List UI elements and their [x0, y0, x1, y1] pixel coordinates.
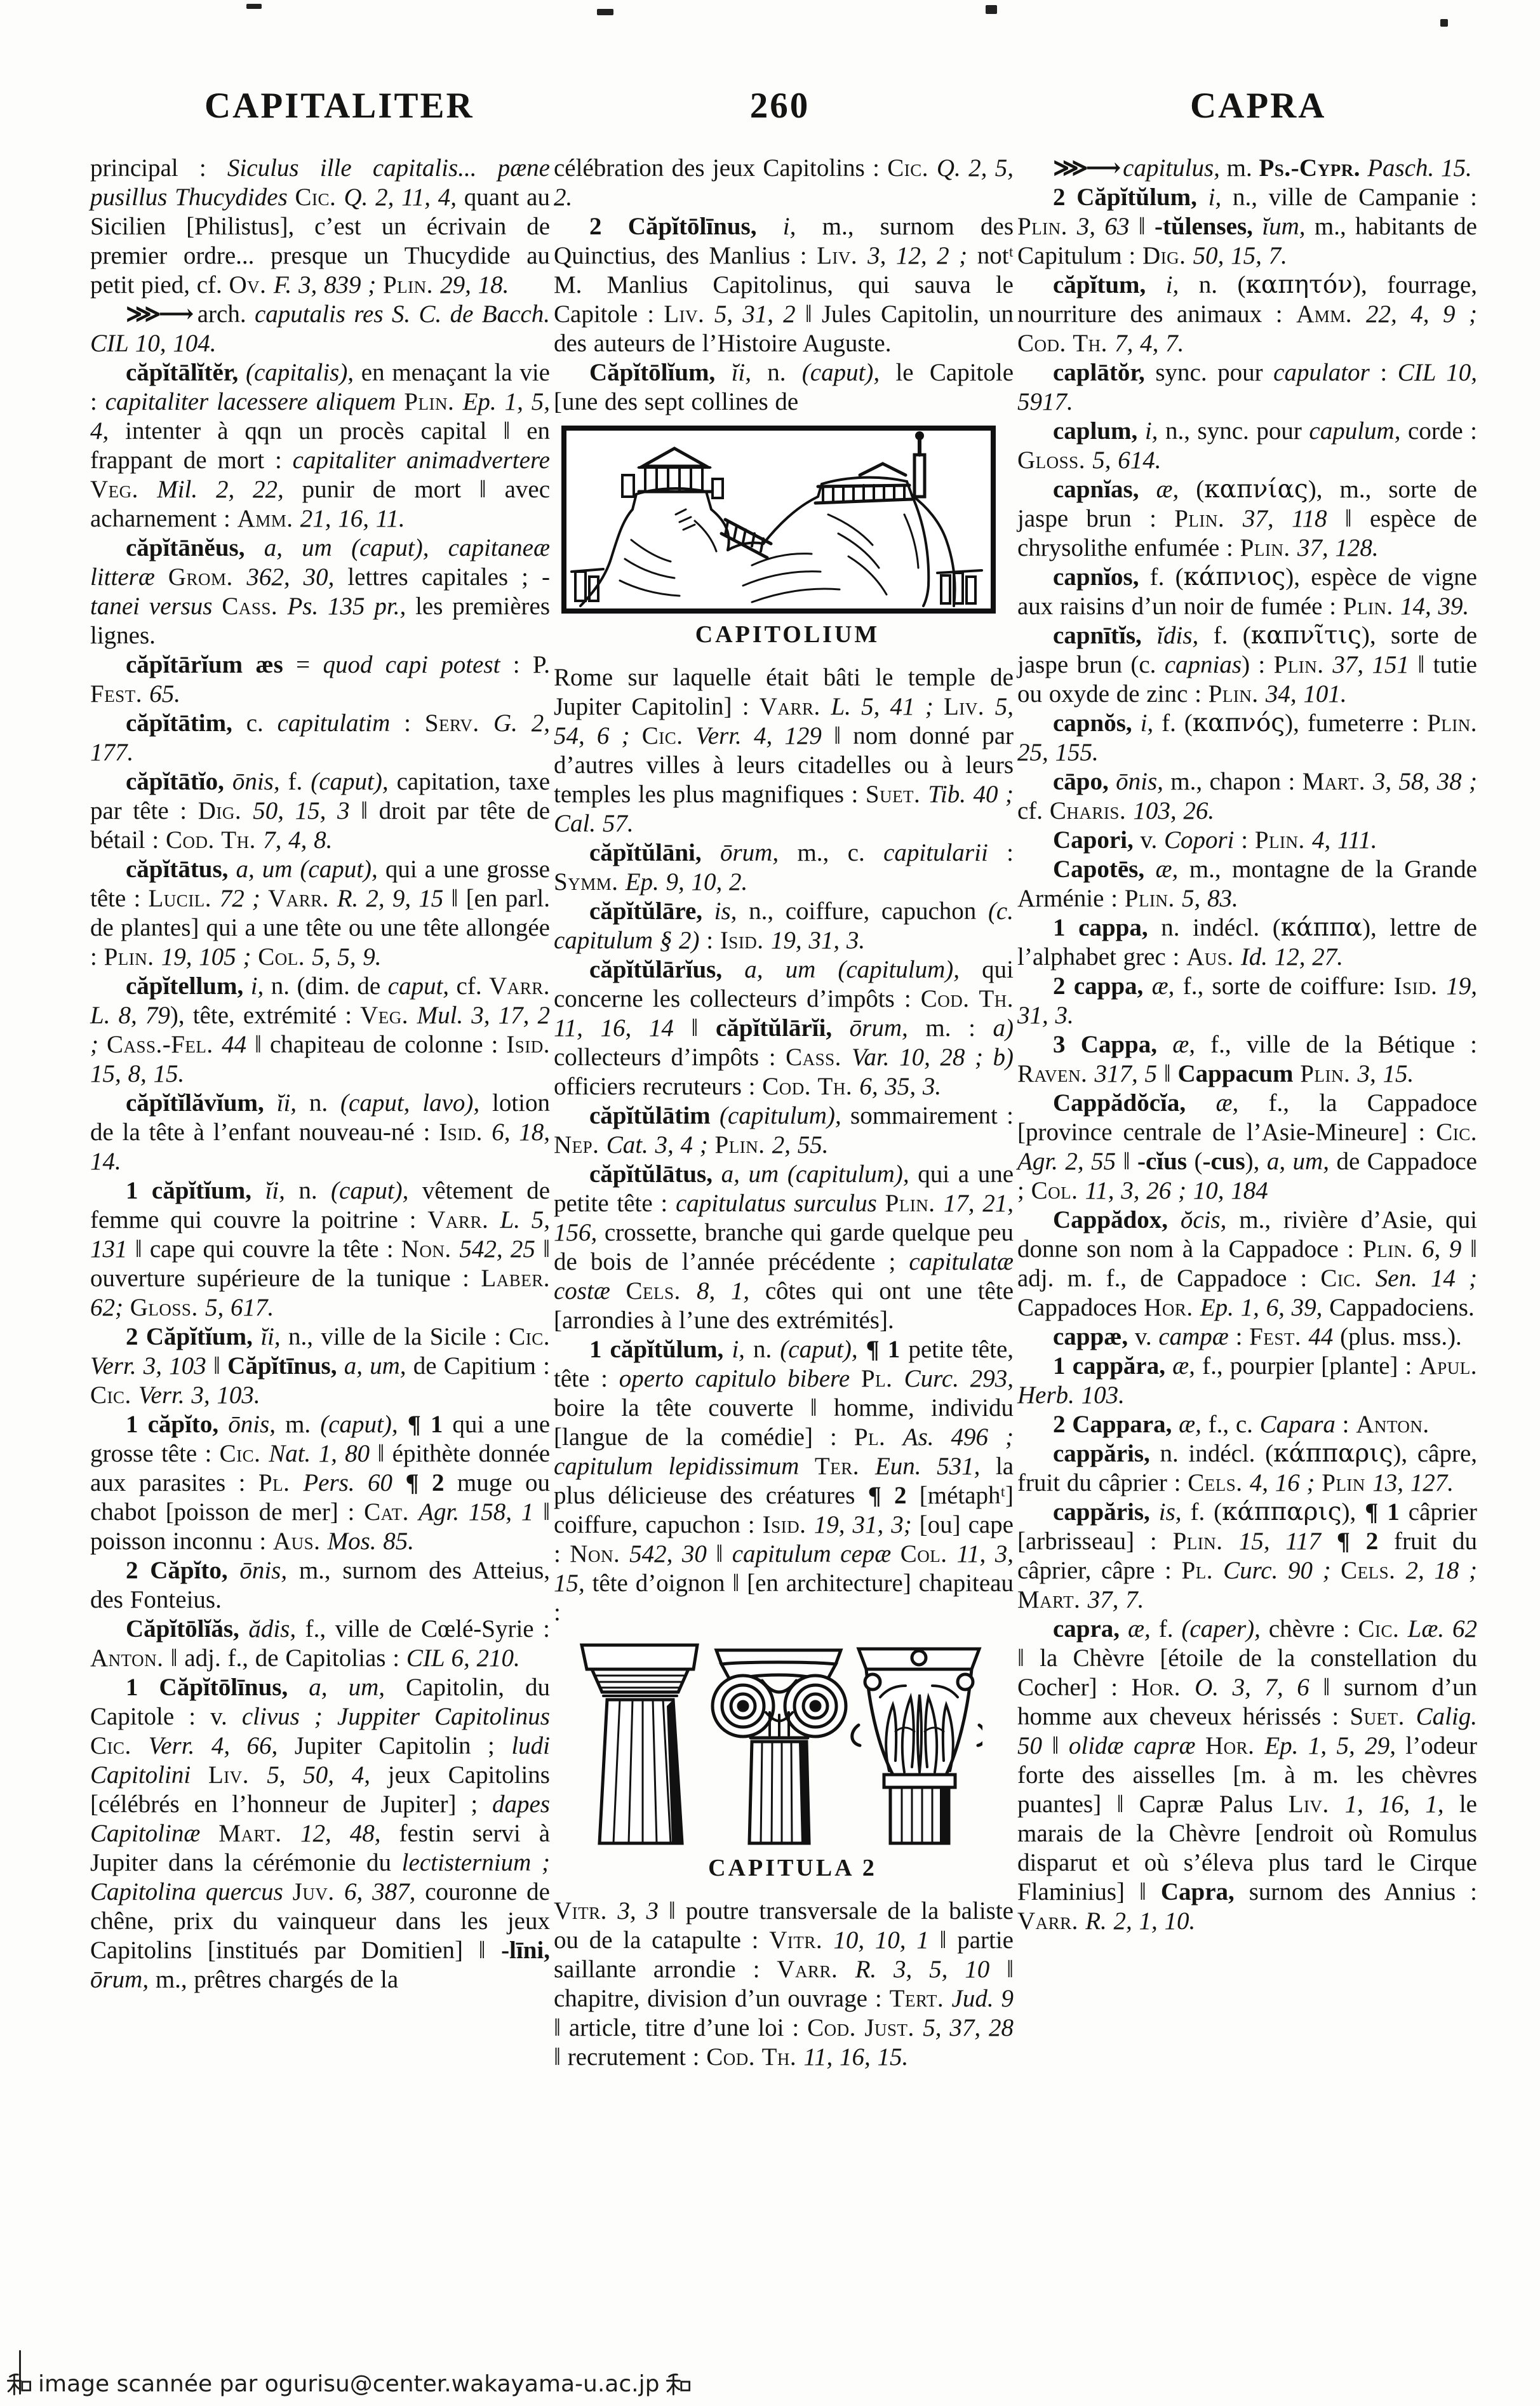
dictionary-entry: 1 cappa, n. indécl. (κάππα), lettre de l’alphabet grec : Aus. Id. 12, 27. [1017, 913, 1477, 971]
dictionary-entry: 1 căpĭto, ōnis, m. (caput), ¶ 1 qui a une grosse tête : Cic. Nat. 1, 80 ‖ épithète donnée aux parasites : Pl. Pers. 60 ¶ 2 muge ou chabot [poisson de mer] : Cat. Agr. 158, 1 ‖ poisson inconnu : Aus. Mos. 85. [90, 1411, 551, 1555]
dictionary-entry: caplum, i, n., sync. pour capulum, corde : Gloss. 5, 614. [1017, 417, 1478, 474]
scan-artifact [986, 5, 997, 14]
dictionary-entry: ⋙⟶ arch. caputalis res S. C. de Bacch. CIL 10, 104. [90, 300, 550, 357]
scan-artifact [246, 4, 262, 9]
dictionary-entry: ⋙⟶ capitulus, m. Ps.-Cypr. Pasch. 15. [1053, 154, 1472, 182]
dictionary-entry: 1 cappăra, æ, f., pourpier [plante] : Apul. Herb. 103. [1017, 1352, 1478, 1409]
dictionary-entry: căpĭtellum, i, n. (dim. de caput, cf. Varr. L. 8, 79), tête, extrémité : Veg. Mul. 3, 17, 2 ; Cass.-Fel. 44 ‖ chapiteau de colonne : Isid. 15, 8, 15. [90, 972, 550, 1087]
dictionary-entry: Rome sur laquelle était bâti le temple de Jupiter Capitolin] : Varr. L. 5, 41 ; Liv. 5, 54, 6 ; Cic. Verr. 4, 129 ‖ nom donné par d’autres villes à leurs citadelles ou à leurs temples les plus magnifiques : Suet. Tib. 40 ; Cal. 57. [554, 664, 1014, 837]
dictionary-entry: căpĭtŭlātim (capitulum), sommairement : Nep. Cat. 3, 4 ; Plin. 2, 55. [554, 1102, 1014, 1159]
dictionary-entry: căpĭtŭlāre, is, n., coiffure, capuchon (c. capitulum § 2) : Isid. 19, 31, 3. [554, 897, 1014, 954]
dictionary-entry: Capotēs, æ, m., montagne de la Grande Arménie : Plin. 5, 83. [1017, 856, 1477, 912]
dictionary-entry: cappăris, n. indécl. (κάππαρις), câpre, fruit du câprier : Cels. 4, 16 ; Plin 13, 127. [1017, 1439, 1478, 1496]
column-2-text-bottom [554, 1897, 1014, 2072]
dictionary-entry: 2 Căpĭtŭlum, i, n., ville de Campanie : Plin. 3, 63 ‖ -tŭlenses, ĭum, m., habitants de Capitulum : Dig. 50, 15, 7. [1017, 184, 1477, 269]
dictionary-entry: Cappădox, ŏcis, m., rivière d’Asie, qui donne son nom à la Cappadoce : Plin. 6, 9 ‖ adj. m. f., de Cappadoce : Cic. Sen. 14 ; Cappadoces Hor. Ep. 1, 6, 39, Cappadociens. [1017, 1206, 1478, 1321]
dictionary-entry: Cappădŏcĭa, æ, f., la Cappadoce [province centrale de l’Asie-Mineure] : Cic. Agr. 2, 55 ‖ -cĭus (-cus), a, um, de Cappadoce ; Col. 11, 3, 26 ; 10, 184 [1017, 1089, 1478, 1204]
column-2-text-middle [554, 663, 1014, 1627]
dictionary-column-2 [554, 154, 1014, 2072]
dictionary-entry: căpĭtātus, a, um (caput), qui a une grosse tête : Lucil. 72 ; Varr. R. 2, 9, 15 ‖ [en parl. de plantes] qui a une tête ou une tête allongée : Plin. 19, 105 ; Col. 5, 5, 9. [90, 856, 550, 971]
wa-character-icon [6, 2371, 32, 2396]
figure-caption-capitolium: CAPITOLIUM [695, 621, 880, 648]
capitula-figure [572, 1636, 1014, 1883]
dictionary-entry: 1 căpĭtĭum, ĭi, n. (caput), vêtement de femme qui couvre la poitrine : Varr. L. 5, 131 ‖ cape qui couvre la tête : Non. 542, 25 ‖ ouverture supérieure de la tunique : Laber. 62; Gloss. 5, 617. [90, 1177, 551, 1321]
capitolium-woodcut [561, 426, 996, 614]
dictionary-entry: principal : Siculus ille capitalis... pæne pusillus Thucydides Cic. Q. 2, 11, 4, quant au Sicilien [Philistus], c’est un écrivain de premier ordre... presque un Thucydide au petit pied, cf. Ov. F. 3, 839 ; Plin. 29, 18. [90, 154, 550, 299]
dictionary-entry: 2 cappa, æ, f., sorte de coiffure: Isid. 19, 31, 3. [1017, 972, 1477, 1029]
wa-character-icon [666, 2371, 691, 2396]
page-number: 260 [749, 86, 810, 126]
scan-artifact [1440, 19, 1448, 27]
dictionary-entry: caplātŏr, sync. pour capulator : CIL 10, 5917. [1017, 359, 1477, 415]
running-head-right: CAPRA [1190, 86, 1327, 126]
dictionary-column-3 [1017, 154, 1477, 1936]
dictionary-entry: căpĭtālĭtĕr, (capitalis), en menaçant la vie : capitaliter lacessere aliquem Plin. Ep. 1, 5, 4, intenter à qqn un procès capital ‖ en frappant de mort : capitaliter animadvertere Veg. Mil. 2, 22, punir de mort ‖ avec acharnement : Amm. 21, 16, 11. [90, 359, 551, 532]
scan-credit-text: image scannée par ogurisu@center.wakayama-u.ac.jp [38, 2370, 660, 2397]
capitals-woodcut [572, 1636, 982, 1847]
dictionary-entry: 1 Căpĭtōlīnus, a, um, Capitolin, du Capitole : v. clivus ; Juppiter Capitolinus Cic. Verr. 4, 66, Jupiter Capitolin ; ludi Capitolini Liv. 5, 50, 4, jeux Capitolins [célébrés en l’honneur de Jupiter] ; dapes Capitolinæ Mart. 12, 48, festin servi à Jupiter dans la cérémonie du lectisternium ; Capitolina quercus Juv. 6, 387, couronne de chêne, prix du vainqueur dans les jeux Capitolins [institués par Domitien] ‖ -līni, ōrum, m., prêtres chargés de la [90, 1674, 551, 1993]
column-2-text-top [554, 154, 1014, 417]
scan-artifact [597, 9, 613, 15]
dictionary-entry: capra, æ, f. (caper), chèvre : Cic. Læ. 62 ‖ la Chèvre [étoile de la constellation du Cocher] : Hor. O. 3, 7, 6 ‖ surnom d’un homme aux cheveux hérissés : Suet. Calig. 50 ‖ olidæ capræ Hor. Ep. 1, 5, 29, l’odeur forte des aisselles [m. à m. les chèvres puantes] ‖ Capræ Palus Liv. 1, 16, 1, le marais de la Chèvre [endroit où Romulus disparut et où s’éleva plus tard le Cirque Flaminius] ‖ Capra, surnom des Annius : Varr. R. 2, 1, 10. [1017, 1615, 1478, 1935]
dictionary-entry: căpĭtum, i, n. (καπητόν), fourrage, nourriture des animaux : Amm. 22, 4, 9 ; Cod. Th. 7, 4, 7. [1017, 271, 1477, 357]
dictionary-entry: capnŏs, i, f. (καπνός), fumeterre : Plin. 25, 155. [1017, 709, 1478, 766]
dictionary-entry: cappăris, is, f. (κάππαρις), ¶ 1 câprier [arbrisseau] : Plin. 15, 117 ¶ 2 fruit du câprier, câpre : Pl. Curc. 90 ; Cels. 2, 18 ; Mart. 37, 7. [1017, 1498, 1478, 1613]
dictionary-entry: célébration des jeux Capitolins : Cic. Q. 2, 5, 2. [554, 154, 1014, 211]
dictionary-entry: capnĭas, æ, (καπνίας), m., sorte de jaspe brun : Plin. 37, 118 ‖ espèce de chrysolithe enfumée : Plin. 37, 128. [1017, 475, 1478, 561]
dictionary-entry: Căpĭtōlĭăs, ădis, f., ville de Cœlé-Syrie : Anton. ‖ adj. f., de Capitolias : CIL 6, 210. [90, 1615, 550, 1672]
capitolium-figure [561, 426, 1014, 649]
dictionary-entry: 3 Cappa, æ, f., ville de la Bétique : Raven. 317, 5 ‖ Cappacum Plin. 3, 15. [1017, 1031, 1478, 1087]
running-head-left: CAPITALITER [204, 86, 474, 126]
dictionary-entry: căpĭtŭlārĭus, a, um (capitulum), qui concerne les collecteurs d’impôts : Cod. Th. 11, 16, 14 ‖ căpĭtŭlārĭi, ōrum, m. : a) collecteurs d’impôts : Cass. Var. 10, 28 ; b) officiers recruteurs : Cod. Th. 6, 35, 3. [554, 956, 1014, 1100]
dictionary-entry: capnītĭs, ĭdis, f. (καπνῖτις), sorte de jaspe brun (c. capnias) : Plin. 37, 151 ‖ tutie ou oxyde de zinc : Plin. 34, 101. [1017, 621, 1477, 708]
dictionary-entry: căpĭtŭlātus, a, um (capitulum), qui a une petite tête : capitulatus surculus Plin. 17, 21, 156, crossette, branche qui garde quelque peu de bois de l’année précédente ; capitulatæ costæ Cels. 8, 1, côtes qui ont une tête [arrondies à l’une des extrémités]. [554, 1160, 1014, 1334]
dictionary-entry: capnĭos, f. (κάπνιος), espèce de vigne aux raisins d’un noir de fumée : Plin. 14, 39. [1017, 563, 1477, 620]
dictionary-entry: cappæ, v. campæ : Fest. 44 (plus. mss.). [1053, 1323, 1462, 1350]
scan-credit-footer [6, 2368, 691, 2400]
dictionary-entry: căpĭtānĕus, a, um (caput), capitaneæ litteræ Grom. 362, 30, lettres capitales ; -tanei versus Cass. Ps. 135 pr., les premières lignes. [90, 534, 550, 649]
dictionary-entry: 2 Căpĭtĭum, ĭi, n., ville de la Sicile : Cic. Verr. 3, 103 ‖ Căpĭtīnus, a, um, de Capitium : Cic. Verr. 3, 103. [90, 1323, 551, 1409]
dictionary-column-1 [90, 154, 550, 1994]
figure-caption-capitula: CAPITULA 2 [708, 1855, 877, 1881]
dictionary-entry: 2 Cappara, æ, f., c. Capara : Anton. [1053, 1411, 1430, 1438]
dictionary-entry: căpĭtārĭum æs = quod capi potest : P. Fest. 65. [90, 651, 551, 708]
dictionary-entry: căpĭtŭlāni, ōrum, m., c. capitularii : Symm. Ep. 9, 10, 2. [554, 839, 1014, 896]
dictionary-entry: Vitr. 3, 3 ‖ poutre transversale de la baliste ou de la catapulte : Vitr. 10, 10, 1 ‖ partie saillante arrondie : Varr. R. 3, 5, 10 ‖ chapitre, division d’un ouvrage : Tert. Jud. 9 ‖ article, titre d’une loi : Cod. Just. 5, 37, 28 ‖ recrutement : Cod. Th. 11, 16, 15. [554, 1897, 1014, 2071]
dictionary-entry: 2 Căpĭto, ōnis, m., surnom des Atteius, des Fonteius. [90, 1557, 550, 1613]
dictionary-entry: căpĭtātim, c. capitulatim : Serv. G. 2, 177. [90, 709, 551, 766]
dictionary-entry: 1 căpĭtŭlum, i, n. (caput), ¶ 1 petite tête, tête : operto capitulo bibere Pl. Curc. 293, boire la tête couverte ‖ homme, individu [langue de la comédie] : Pl. As. 496 ; capitulum lepidissimum Ter. Eun. 531, la plus délicieuse des créatures ¶ 2 [métaphᵗ] coiffure, capuchon : Isid. 19, 31, 3; [ou] cape : Non. 542, 30 ‖ capitulum cepæ Col. 11, 3, 15, tête d’oignon ‖ [en architecture] chapiteau : [554, 1336, 1014, 1626]
dictionary-entry: cāpo, ōnis, m., chapon : Mart. 3, 58, 38 ; cf. Charis. 103, 26. [1017, 768, 1477, 824]
dictionary-entry: 2 Căpĭtōlīnus, i, m., surnom des Quinctius, des Manlius : Liv. 3, 12, 2 ; notᵗ M. Manlius Capitolinus, qui sauva le Capitole : Liv. 5, 31, 2 ‖ Jules Capitolin, un des auteurs de l’Histoire Auguste. [554, 213, 1014, 357]
dictionary-entry: Capori, v. Copori : Plin. 4, 111. [1053, 826, 1377, 854]
dictionary-entry: căpĭtĭlăvĭum, ĭi, n. (caput, lavo), lotion de la tête à l’enfant nouveau-né : Isid. 6, 18, 14. [90, 1089, 551, 1175]
dictionary-entry: Căpĭtōlĭum, ĭi, n. (caput), le Capitole [une des sept collines de [554, 359, 1014, 415]
dictionary-entry: căpĭtātĭo, ōnis, f. (caput), capitation, taxe par tête : Dig. 50, 15, 3 ‖ droit par tête de bétail : Cod. Th. 7, 4, 8. [90, 768, 550, 854]
